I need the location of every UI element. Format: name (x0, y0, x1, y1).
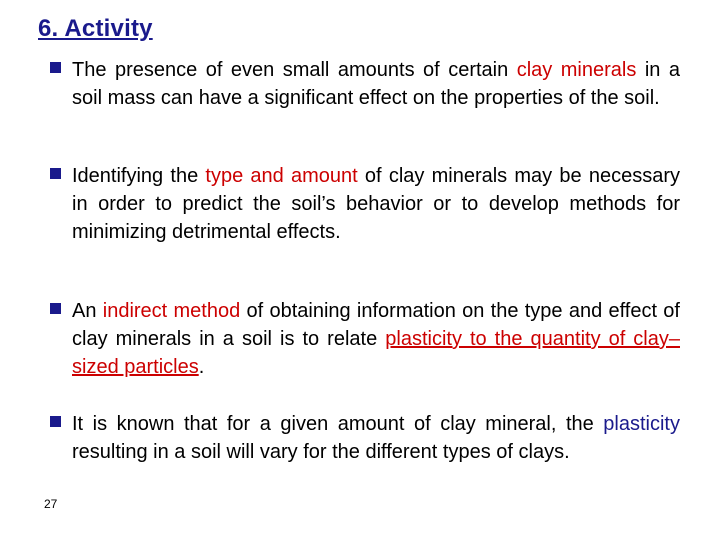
bullet-item (50, 162, 680, 246)
text-run: The presence of even small amounts of certain (72, 59, 517, 81)
bullet-item (50, 56, 680, 112)
slide-title: 6. Activity (38, 15, 153, 42)
text-run: It is known that for a given amount of clay mineral, the (72, 413, 604, 435)
bullet-text (72, 297, 680, 381)
bullet-item (50, 297, 680, 381)
bullet-text (72, 162, 680, 246)
page-number: 27 (44, 497, 58, 511)
square-bullet-icon (50, 416, 61, 427)
square-bullet-icon (50, 62, 61, 73)
bullet-text (72, 56, 680, 112)
emphasis-run: indirect method (102, 300, 241, 322)
emphasis-run: type and amount (205, 165, 358, 187)
text-run: . (198, 356, 205, 378)
text-run: Identifying the (72, 165, 206, 187)
emphasis-run: clay minerals (516, 59, 637, 81)
text-run: of obtaining information on the type and effect of clay minerals in a soil is to relate (72, 300, 680, 350)
square-bullet-icon (50, 303, 61, 314)
square-bullet-icon (50, 168, 61, 179)
bullet-item (50, 410, 680, 466)
text-run: An (72, 300, 103, 322)
text-run: resulting in a soil will vary for the different types of clays. (72, 441, 570, 463)
underlined-emphasis-run: plasticity to the quantity of clay–sized particles (72, 328, 680, 378)
text-run: in a soil mass can have a significant effect on the properties of the soil. (72, 59, 680, 109)
highlight-run: plasticity (603, 413, 680, 435)
text-run: of clay minerals may be necessary in order to predict the soil’s behavior or to develop methods for minimizing detrimental effects. (72, 165, 680, 243)
bullet-text (72, 410, 680, 466)
